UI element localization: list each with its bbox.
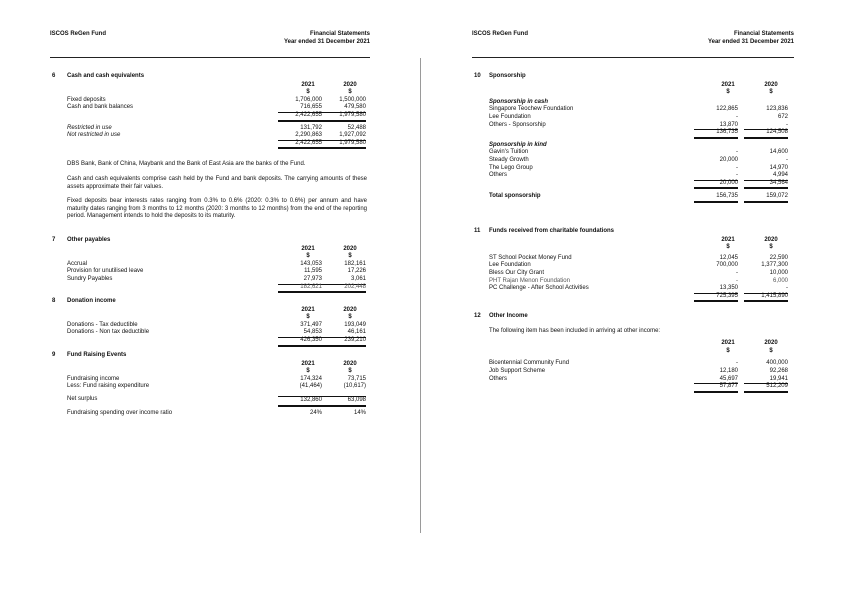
table-row: Restricted in use 131,792 52,488 bbox=[67, 124, 366, 131]
statement-title: Financial Statements bbox=[733, 31, 794, 37]
note-10 bbox=[474, 73, 796, 201]
subtotal-row: 426,350 239,210 bbox=[52, 337, 372, 345]
table-row: Net surplus 132,860 63,098 bbox=[52, 396, 372, 404]
paragraph: The following item has been included in arriving at other income: bbox=[489, 327, 661, 334]
table-row: Others 45,697 19,941 bbox=[474, 376, 796, 384]
table-row: PHT Rajan Menon Foundation - 6,000 bbox=[489, 277, 788, 284]
table-row: Cash and bank balances 716,655 479,580 bbox=[52, 104, 372, 112]
note-number: 10 bbox=[474, 73, 481, 79]
currency-head: $ bbox=[726, 347, 730, 354]
table-row: Others - Sponsorship 13,870 - bbox=[474, 122, 796, 130]
statement-heading bbox=[708, 31, 794, 46]
currency-head: $ bbox=[726, 89, 730, 96]
table-row: Others - 4,994 bbox=[474, 172, 796, 180]
subtotal-row: 2,422,655 1,979,580 bbox=[52, 112, 372, 120]
statement-period: Year ended 31 December 2021 bbox=[707, 38, 794, 45]
table-row: Sundry Payables 27,973 3,061 bbox=[52, 276, 372, 284]
note-title: Other payables bbox=[67, 237, 111, 243]
currency-head: $ bbox=[306, 253, 310, 260]
table-row: Donations - Non tax deductible 54,853 46,161 bbox=[52, 329, 372, 337]
year-head: 2020 bbox=[764, 81, 778, 88]
note-title: Other Income bbox=[489, 313, 528, 319]
note-number: 6 bbox=[52, 73, 56, 79]
currency-head: $ bbox=[348, 89, 352, 96]
table-row: Bless Our City Grant - 10,000 bbox=[489, 269, 788, 276]
note-title: Sponsorship bbox=[489, 73, 526, 79]
year-head: 2020 bbox=[343, 245, 357, 252]
note-number: 7 bbox=[52, 237, 56, 243]
table-row: Provision for unutilised leave 11,595 17,226 bbox=[67, 268, 366, 275]
currency-head: $ bbox=[726, 244, 730, 251]
subtotal-row: 182,621 202,448 bbox=[52, 284, 372, 292]
table-row: Job Support Scheme 12,180 92,268 bbox=[489, 367, 788, 374]
note-11 bbox=[474, 228, 796, 300]
table-row: Lee Foundation - 672 bbox=[489, 113, 788, 120]
year-head: 2021 bbox=[721, 340, 735, 347]
year-head: 2021 bbox=[721, 236, 735, 243]
table-row: Steady Growth 20,000 - bbox=[489, 156, 788, 163]
note-7 bbox=[52, 237, 372, 291]
fund-name: ISCOS ReGen Fund bbox=[472, 31, 529, 37]
table-row: Gavin's Tuition - 14,600 bbox=[489, 149, 788, 156]
year-head: 2021 bbox=[301, 81, 315, 88]
note-title: Cash and cash equivalents bbox=[67, 73, 145, 79]
subsection-heading: Sponsorship in kind bbox=[489, 141, 547, 148]
year-head: 2021 bbox=[301, 245, 315, 252]
paragraph: Cash and cash equivalents comprise cash held by the Fund and bank deposits. The carrying amounts of these assets approximate their fair values. bbox=[67, 176, 367, 190]
paragraph: Fixed deposits bear interests rates ranging from 0.3% to 0.6% (2020: 0.3% to 0.6%) per annum and have maturity dates ranging from 3 months to 12 months (2020: 3 months to 12 months) from the end of the reporting period. Management intends to hold the deposits to its maturity. bbox=[67, 198, 367, 220]
paragraph: DBS Bank, Bank of China, Maybank and the Bank of East Asia are the banks of the Fund. bbox=[67, 161, 306, 167]
page-divider bbox=[420, 58, 421, 533]
table-row: Singapore Teochew Foundation 122,865 123,836 bbox=[489, 106, 788, 113]
subtotal-row: 136,735 124,508 bbox=[474, 129, 796, 137]
year-head: 2021 bbox=[301, 306, 315, 313]
fund-name: ISCOS ReGen Fund bbox=[50, 31, 107, 37]
statement-title: Financial Statements bbox=[309, 31, 370, 37]
header-rule bbox=[50, 57, 370, 58]
currency-head: $ bbox=[306, 89, 310, 96]
note-number: 12 bbox=[474, 313, 481, 319]
currency-head: $ bbox=[348, 253, 352, 260]
subtotal-row: 2,422,655 1,979,580 bbox=[52, 140, 372, 148]
table-row: The Lego Group - 14,970 bbox=[489, 164, 788, 171]
table-row: Not restricted in use 2,290,863 1,927,092 bbox=[52, 132, 372, 140]
subtotal-row: 725,395 1,415,890 bbox=[474, 293, 796, 301]
header-rule bbox=[472, 57, 794, 58]
table-row: Bicentennial Community Fund - 400,000 bbox=[489, 360, 788, 367]
left-page bbox=[0, 0, 420, 595]
currency-head: $ bbox=[769, 89, 773, 96]
table-row: PC Challenge - After School Activities 13,350 - bbox=[474, 285, 796, 293]
subtotal-row: 20,000 34,564 bbox=[474, 180, 796, 188]
subsection-heading: Sponsorship in cash bbox=[489, 98, 549, 105]
year-head: 2021 bbox=[721, 81, 735, 88]
note-number: 11 bbox=[474, 228, 481, 234]
statement-period: Year ended 31 December 2021 bbox=[283, 38, 370, 45]
currency-head: $ bbox=[348, 368, 352, 375]
currency-head: $ bbox=[306, 368, 310, 375]
table-row: Lee Foundation 700,000 1,377,300 bbox=[489, 262, 788, 269]
note-12 bbox=[474, 313, 796, 391]
table-row: Fixed deposits 1,706,000 1,500,000 bbox=[67, 96, 366, 103]
table-row: Fundraising income 174,324 73,715 bbox=[67, 375, 366, 382]
year-head: 2020 bbox=[764, 236, 778, 243]
note-title: Funds received from charitable foundations bbox=[489, 228, 615, 234]
currency-head: $ bbox=[306, 314, 310, 321]
table-row: ST School Pocket Money Fund 12,045 22,590 bbox=[489, 254, 788, 261]
right-page bbox=[422, 0, 842, 595]
note-title: Fund Raising Events bbox=[67, 352, 127, 358]
year-head: 2021 bbox=[301, 360, 315, 367]
table-row: Donations - Tax deductible 371,497 193,049 bbox=[67, 321, 366, 328]
statement-heading bbox=[284, 31, 370, 46]
note-8 bbox=[52, 298, 372, 345]
currency-head: $ bbox=[769, 347, 773, 354]
year-head: 2020 bbox=[343, 81, 357, 88]
table-row: Accrual 143,053 182,161 bbox=[67, 260, 366, 267]
total-row: Total sponsorship 156,735 159,072 bbox=[474, 193, 796, 201]
subtotal-row: 57,877 512,209 bbox=[474, 383, 796, 391]
note-number: 8 bbox=[52, 298, 56, 304]
currency-head: $ bbox=[348, 314, 352, 321]
note-number: 9 bbox=[52, 352, 56, 358]
note-6 bbox=[52, 73, 372, 147]
year-head: 2020 bbox=[343, 306, 357, 313]
year-head: 2020 bbox=[764, 340, 778, 347]
note-title: Donation income bbox=[67, 298, 116, 304]
table-row: Fundraising spending over income ratio 24% 14% bbox=[67, 409, 366, 416]
currency-head: $ bbox=[769, 244, 773, 251]
note-9 bbox=[52, 352, 372, 417]
table-row: Less: Fund raising expenditure (41,464) (10,617) bbox=[67, 383, 366, 390]
year-head: 2020 bbox=[343, 360, 357, 367]
